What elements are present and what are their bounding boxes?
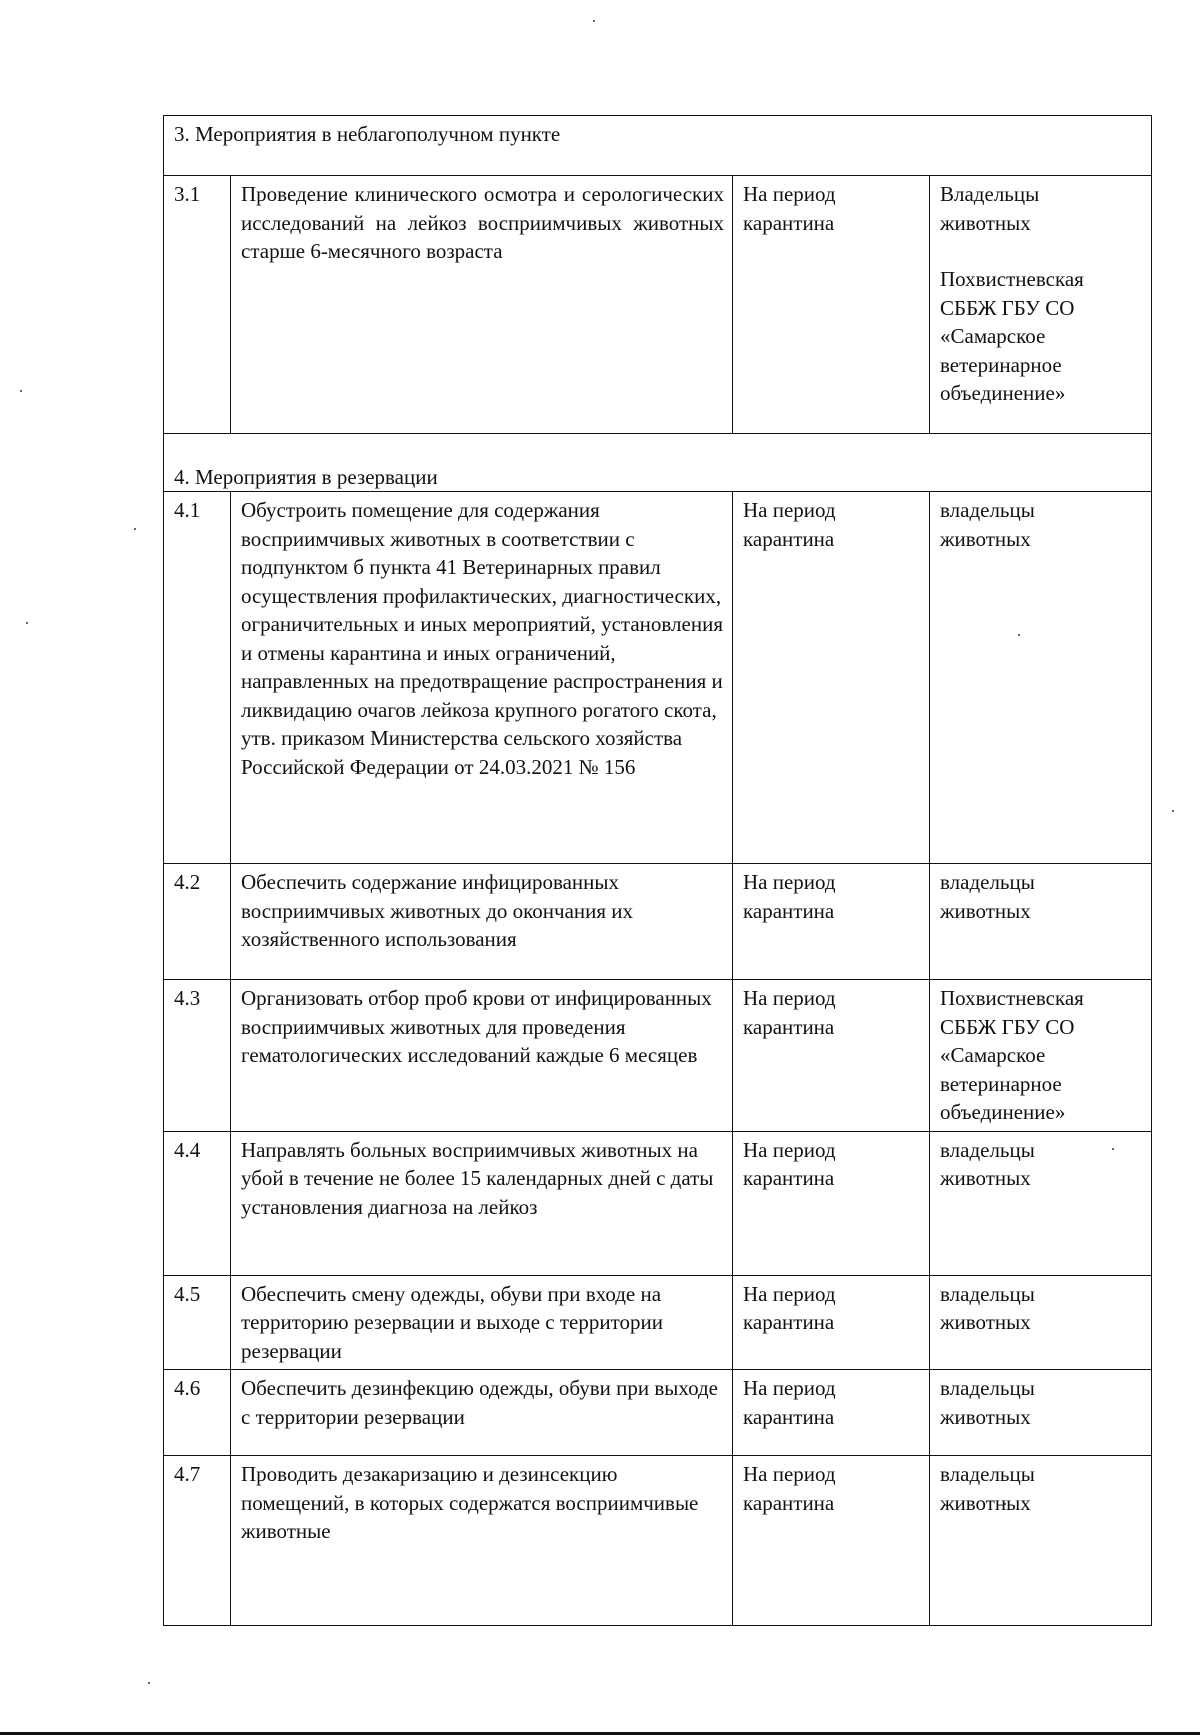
table-row: [164, 864, 1152, 980]
responsible-line: СББЖ ГБУ СО: [940, 295, 1075, 320]
period-cell: [733, 1370, 930, 1456]
responsible-cell: [930, 492, 1152, 864]
responsible-line: животных: [940, 526, 1031, 551]
responsible-line: животных: [940, 1310, 1031, 1334]
scan-speck: [26, 622, 28, 624]
measure-description: Проведение клинического осмотра и серологических исследований на лейкоз восприимчивых животных старше 6-месячного возраста: [231, 176, 733, 434]
period-cell: [733, 176, 930, 434]
period-line: На период: [743, 1376, 836, 1400]
measure-description: Направлять больных восприимчивых животных на убой в течение не более 15 календарных дней с даты установления диагноза на лейкоз: [231, 1131, 733, 1275]
responsible-line: ветеринарное: [940, 352, 1062, 377]
row-number: 4.7: [164, 1456, 231, 1626]
scan-speck: [148, 1682, 150, 1684]
responsible-line: ветеринарное: [940, 1071, 1062, 1096]
measure-description: Организовать отбор проб крови от инфицированных восприимчивых животных для проведения гематологических исследований каждые 6 месяцев: [231, 980, 733, 1132]
scan-speck: [134, 528, 136, 530]
period-cell: [733, 980, 930, 1132]
measures-table: [163, 115, 1152, 1626]
section-title: 4. Мероприятия в резервации: [164, 434, 1152, 492]
table-row: [164, 980, 1152, 1132]
period-line: карантина: [743, 1404, 835, 1429]
responsible-line: Похвистневская: [940, 986, 1084, 1010]
period-line: карантина: [743, 210, 835, 235]
responsible-line: животных: [940, 1404, 1031, 1429]
responsible-cell: [930, 980, 1152, 1132]
responsible-line: животных: [940, 210, 1031, 235]
period-line: На период: [743, 1281, 836, 1306]
responsible-line: «Самарское: [940, 324, 1046, 348]
period-cell: [733, 492, 930, 864]
period-line: На период: [743, 1137, 836, 1162]
table-row: [164, 176, 1152, 434]
row-number: 4.4: [164, 1131, 231, 1275]
period-line: На период: [743, 498, 836, 522]
measure-description: Обеспечить содержание инфицированных восприимчивых животных до окончания их хозяйственного использования: [231, 864, 733, 980]
period-line: карантина: [743, 526, 835, 551]
responsible-cell: [930, 1131, 1152, 1275]
responsible-line: животных: [940, 898, 1031, 923]
period-cell: [733, 1131, 930, 1275]
responsible-cell: [930, 864, 1152, 980]
section-header-row: [164, 116, 1152, 176]
responsible-line: объединение»: [940, 1100, 1066, 1124]
responsible-line: владельцы: [940, 1376, 1035, 1400]
responsible-line: объединение»: [940, 381, 1066, 405]
period-line: На период: [743, 1462, 836, 1486]
table-row: [164, 1275, 1152, 1370]
responsible-line: владельцы: [940, 498, 1035, 522]
period-line: карантина: [743, 1310, 835, 1334]
responsible-line: животных: [940, 1490, 1031, 1515]
row-number: 4.5: [164, 1275, 231, 1370]
table-row: [164, 1131, 1152, 1275]
measure-description: Обустроить помещение для содержания восприимчивых животных в соответствии с подпунктом б пункта 41 Ветеринарных правил осуществления профилактических, диагностических, ограничительных и иных мероприятий, установления и отмены карантина и иных ограничений, направленных на предотвращение распространения и ликвидацию очагов лейкоза крупного рогатого скота, утв. приказом Министерства сельского хозяйства Российской Федерации от 24.03.2021 № 156: [231, 492, 733, 864]
period-cell: [733, 864, 930, 980]
section-title: 3. Мероприятия в неблагополучном пункте: [164, 116, 1152, 176]
row-number: 4.6: [164, 1370, 231, 1456]
responsible-line: владельцы: [940, 870, 1035, 894]
table-row: [164, 1456, 1152, 1626]
responsible-line: животных: [940, 1166, 1031, 1190]
measure-description: Проводить дезакаризацию и дезинсекцию помещений, в которых содержатся восприимчивые животные: [231, 1456, 733, 1626]
responsible-line: владельцы: [940, 1137, 1035, 1162]
spacer: [940, 237, 1143, 265]
scan-speck: [593, 20, 595, 22]
section-header-row: [164, 434, 1152, 492]
responsible-cell: [930, 1456, 1152, 1626]
row-number: 4.2: [164, 864, 231, 980]
scan-speck: [1172, 810, 1174, 812]
period-line: На период: [743, 986, 836, 1010]
period-line: карантина: [743, 1490, 835, 1515]
period-line: карантина: [743, 898, 835, 923]
period-line: карантина: [743, 1014, 835, 1039]
responsible-line: владельцы: [940, 1281, 1035, 1306]
responsible-line: Похвистневская: [940, 267, 1084, 291]
measure-description: Обеспечить смену одежды, обуви при входе на территорию резервации и выходе с территории резервации: [231, 1275, 733, 1370]
table-row: [164, 1370, 1152, 1456]
measure-description: Обеспечить дезинфекцию одежды, обуви при выходе с территории резервации: [231, 1370, 733, 1456]
period-line: На период: [743, 182, 836, 206]
row-number: 3.1: [164, 176, 231, 434]
period-cell: [733, 1456, 930, 1626]
period-cell: [733, 1275, 930, 1370]
responsible-line: СББЖ ГБУ СО: [940, 1014, 1075, 1039]
period-line: карантина: [743, 1166, 835, 1190]
responsible-cell: [930, 176, 1152, 434]
responsible-line: владельцы: [940, 1462, 1035, 1486]
table-row: [164, 492, 1152, 864]
responsible-cell: [930, 1275, 1152, 1370]
scan-speck: [20, 390, 22, 392]
period-line: На период: [743, 870, 836, 894]
responsible-line: «Самарское: [940, 1043, 1046, 1067]
row-number: 4.1: [164, 492, 231, 864]
row-number: 4.3: [164, 980, 231, 1132]
responsible-cell: [930, 1370, 1152, 1456]
responsible-line: Владельцы: [940, 182, 1040, 206]
